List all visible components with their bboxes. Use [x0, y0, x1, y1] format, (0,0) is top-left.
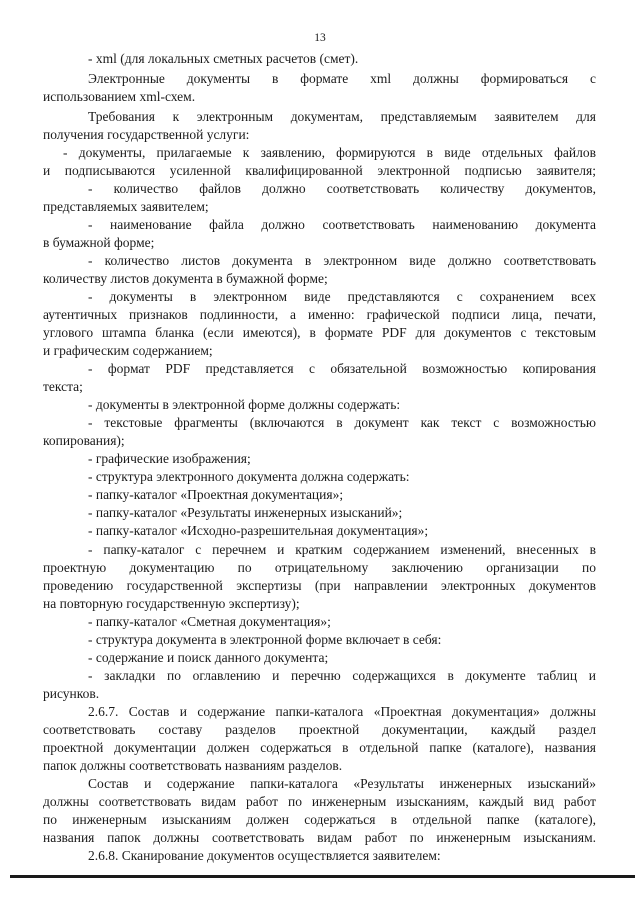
- text-line: должны соответствовать видам работ по инженерным изысканиям, каждый вид работ: [43, 794, 596, 809]
- text-line: аутентичных признаков подлинности, а именно: графической подписи лица, печати,: [43, 307, 596, 322]
- text-line: соответствовать составу разделов проектной документации, каждый раздел: [43, 722, 596, 737]
- text-line: по инженерным изысканиям должен содержаться в отдельной папке (каталоге),: [43, 812, 596, 827]
- text-line: - папку-каталог «Сметная документация»;: [88, 614, 331, 629]
- text-line: - количество файлов должно соответствовать количеству документов,: [88, 181, 596, 196]
- text-line: 2.6.7. Состав и содержание папки-каталога «Проектная документация» должны: [88, 704, 596, 719]
- text-line: получения государственной услуги:: [43, 127, 250, 142]
- text-line: - закладки по оглавлению и перечню содержащихся в документе таблиц и: [88, 668, 596, 683]
- text-line: - xml (для локальных сметных расчетов (смет).: [88, 51, 359, 66]
- text-line: - наименование файла должно соответствовать наименованию документа: [88, 217, 596, 232]
- text-line: копирования);: [43, 433, 125, 448]
- text-line: проектной документации должен содержаться в отдельной папке (каталоге), названия: [43, 740, 596, 755]
- page-number: 13: [314, 32, 326, 44]
- text-line: проведению государственной экспертизы (при направлении электронных документов: [43, 578, 596, 593]
- text-line: - текстовые фрагменты (включаются в документ как текст с возможностью: [88, 415, 596, 430]
- text-line: - папку-каталог «Результаты инженерных изысканий»;: [88, 505, 403, 520]
- text-line: Требования к электронным документам, представляемым заявителем для: [88, 109, 596, 124]
- text-line: - формат PDF представляется с обязательной возможностью копирования: [88, 361, 596, 376]
- footer-rule: [10, 875, 635, 878]
- text-line: и подписываются усиленной квалифицированной электронной подписью заявителя;: [43, 163, 596, 178]
- text-line: Электронные документы в формате xml должны формироваться с: [88, 71, 596, 86]
- text-line: - структура документа в электронной форме включает в себя:: [88, 632, 442, 647]
- text-line: - количество листов документа в электронном виде должно соответствовать: [88, 253, 596, 268]
- text-line: - папку-каталог «Проектная документация»;: [88, 487, 344, 502]
- text-line: - документы в электронной форме должны содержать:: [88, 397, 401, 412]
- text-line: использованием xml-схем.: [43, 89, 196, 104]
- text-line: 2.6.8. Сканирование документов осуществляется заявителем:: [88, 848, 441, 863]
- text-line: - папку-каталог с перечнем и кратким содержанием изменений, внесенных в: [88, 542, 596, 557]
- text-line: - документы в электронном виде представляются с сохранением всех: [88, 289, 596, 304]
- text-line: рисунков.: [43, 686, 100, 701]
- text-line: - содержание и поиск данного документа;: [88, 650, 329, 665]
- text-line: папок должны соответствовать названиям разделов.: [43, 758, 343, 773]
- text-line: - графические изображения;: [88, 451, 251, 466]
- text-line: - папку-каталог «Исходно-разрешительная документация»;: [88, 523, 429, 538]
- text-line: - документы, прилагаемые к заявлению, формируются в виде отдельных файлов: [63, 145, 596, 160]
- text-line: представляемых заявителем;: [43, 199, 209, 214]
- text-line: углового штампа бланка (если имеются), в формате PDF для документов с текстовым: [43, 325, 596, 340]
- text-line: Состав и содержание папки-каталога «Результаты инженерных изысканий»: [88, 776, 596, 791]
- text-line: количеству листов документа в бумажной форме;: [43, 271, 328, 286]
- text-line: текста;: [43, 379, 83, 394]
- text-line: на повторную государственную экспертизу);: [43, 596, 300, 611]
- text-line: и графическим содержанием;: [43, 343, 213, 358]
- text-line: - структура электронного документа должна содержать:: [88, 469, 410, 484]
- text-line: названия папок должны соответствовать видам работ по инженерным изысканиям.: [43, 830, 596, 845]
- text-line: в бумажной форме;: [43, 235, 155, 250]
- text-line: проектную документацию по отрицательному заключению организации по: [43, 560, 596, 575]
